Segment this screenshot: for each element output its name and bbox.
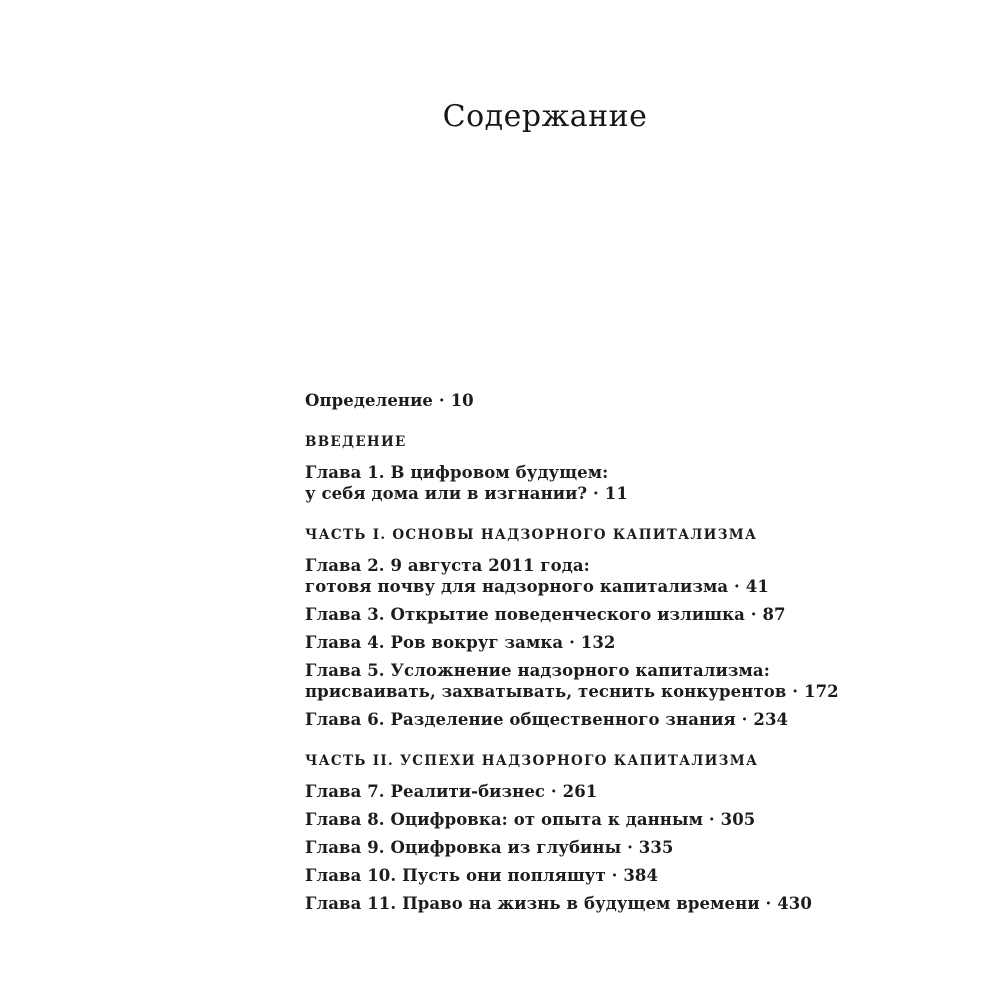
separator-dot: · [587,484,605,503]
separator-dot: · [728,577,746,596]
chapter-title-line: готовя почву для надзорного капитализма · 41 [305,577,769,596]
separator-dot: · [735,710,754,729]
page-number: 172 [803,682,839,701]
page-number: 384 [623,866,659,885]
toc-chapter-entry [305,809,756,830]
toc-chapter-entry [305,893,812,914]
toc-section-header: ЧАСТЬ I. ОСНОВЫ НАДЗОРНОГО КАПИТАЛИЗМА [305,527,758,543]
toc-chapter-entry [305,709,789,730]
chapter-title-line: присваивать, захватывать, теснить конкурентов · 172 [305,682,839,701]
table-of-contents [305,390,839,921]
separator-dot: · [621,838,639,857]
separator-dot: · [563,633,581,652]
toc-chapter-entry [305,462,735,504]
page-number: 11 [604,484,628,503]
toc-chapter-entry [305,632,735,653]
separator-dot: · [545,782,563,801]
page-number: 87 [762,605,786,624]
separator-dot: · [703,810,721,829]
page-number: 305 [720,810,756,829]
chapter-title-line: Глава 8. Оцифровка: от опыта к данным · 305 [305,810,756,829]
page-number: 132 [580,633,616,652]
chapter-title-line: Глава 9. Оцифровка из глубины · 335 [305,838,674,857]
toc-section-header: ЧАСТЬ II. УСПЕХИ НАДЗОРНОГО КАПИТАЛИЗМА [305,753,759,769]
page-number: 335 [638,838,674,857]
chapter-title-line: Глава 4. Ров вокруг замка · 132 [305,633,616,652]
page-number: 234 [753,710,789,729]
chapter-title-line: Глава 11. Право на жизнь в будущем времени · 430 [305,894,812,913]
toc-chapter-entry [305,660,839,702]
separator-dot: · [759,894,778,913]
toc-chapter-entry [305,837,735,858]
page-number: 261 [562,782,598,801]
chapter-title-line: Глава 2. 9 августа 2011 года: [305,556,590,575]
separator-dot: · [786,682,804,701]
separator-dot: · [605,866,624,885]
page-title: Содержание [442,99,648,135]
chapter-title-line: Глава 5. Усложнение надзорного капитализма: [305,661,770,680]
chapter-title-line: Глава 7. Реалити-бизнес · 261 [305,782,598,801]
separator-dot: · [433,391,451,410]
toc-chapter-entry [305,390,735,411]
chapter-title-line: Глава 3. Открытие поведенческого излишка · 87 [305,605,786,624]
separator-dot: · [744,605,763,624]
toc-chapter-entry [305,604,786,625]
chapter-title-line: Определение · 10 [305,391,474,410]
chapter-title-line: Глава 1. В цифровом будущем: [305,463,609,482]
page-number: 41 [745,577,769,596]
page-number: 430 [777,894,812,913]
toc-chapter-entry [305,555,769,597]
chapter-title-line: у себя дома или в изгнании? · 11 [305,484,628,503]
page-number: 10 [450,391,474,410]
chapter-title-line: Глава 10. Пусть они попляшут · 384 [305,866,659,885]
toc-chapter-entry [305,865,735,886]
toc-section-header: ВВЕДЕНИЕ [305,434,407,450]
toc-chapter-entry [305,781,735,802]
chapter-title-line: Глава 6. Разделение общественного знания · 234 [305,710,789,729]
